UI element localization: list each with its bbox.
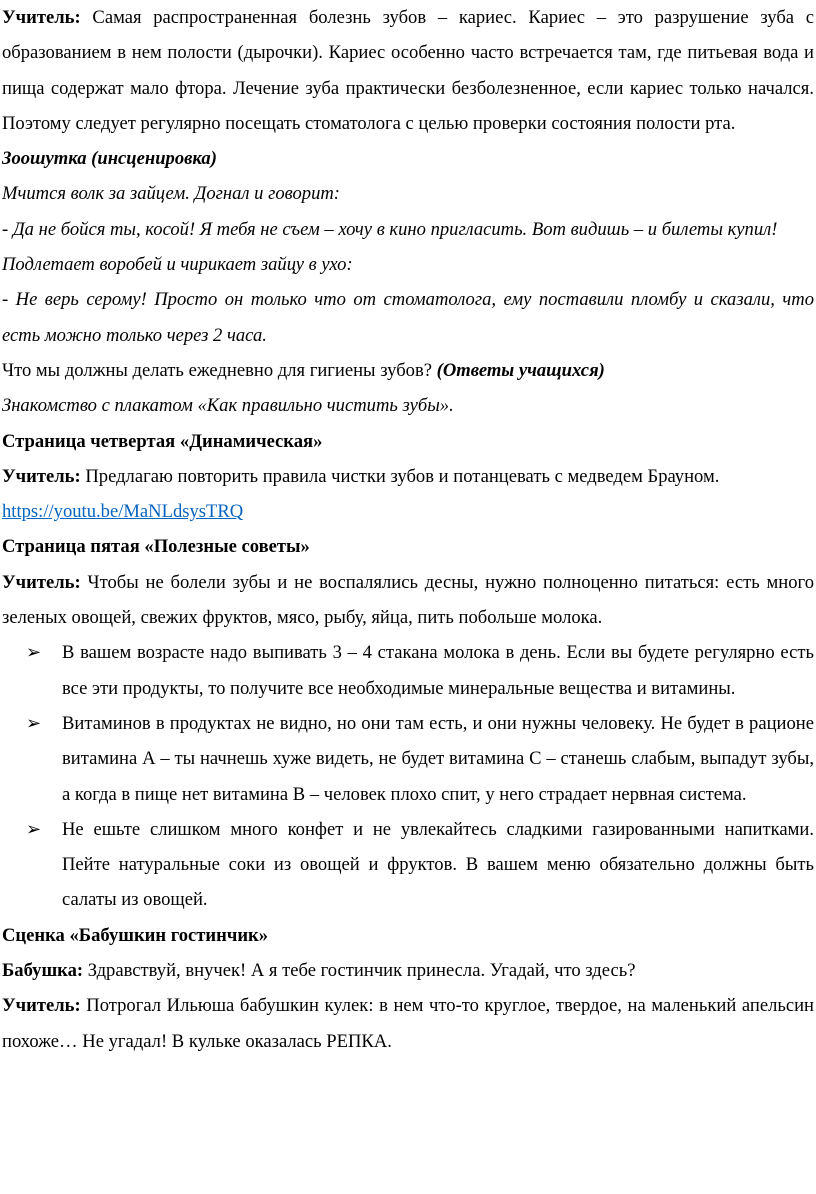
skit-line-3: Подлетает воробей и чирикает зайцу в ухо:: [2, 254, 353, 276]
speaker-label: Учитель:: [2, 571, 81, 593]
speaker-label: Учитель:: [2, 7, 81, 28]
skit-line-4: - Не верь серому! Просто он только что от стоматолога, ему поставили пломбу и сказали, что есть можно только через 2 часа.: [2, 289, 814, 346]
page5-paragraph: [2, 565, 814, 636]
paragraph-text: Чтобы не болели зубы и не воспалялись десны, нужно полноценно питаться: есть много зеленых овощей, свежих фруктов, мясо, рыбу, яйца, пить побольше молока.: [2, 571, 814, 629]
question-text: Что мы должны делать ежедневно для гигиены зубов?: [2, 359, 437, 381]
paragraph-text: Потрогал Ильюша бабушкин кулек: в нем что-то круглое, твердое, на маленький апельсин похоже… Не угадал! В кульке оказалась РЕПКА.: [2, 995, 814, 1052]
speaker-label: Учитель:: [2, 465, 81, 487]
list-item: ➢ Витаминов в продуктах не видно, но они там есть, и они нужны человеку. Не будет в рационе витамина А – ты начнешь хуже видеть, не будет витамина С – станешь слабым, выпадут зубы, а когда в пище нет витамина В – человек плохо спит, у него страдает нервная система.: [2, 706, 814, 812]
video-link-line: [2, 494, 814, 529]
scene-title: Сценка «Бабушкин гостинчик»: [2, 924, 269, 946]
page5-title: Страница пятая «Полезные советы»: [2, 536, 310, 558]
skit-line-2: - Да не бойся ты, косой! Я тебя не съем – хочу в кино пригласить. Вот видишь – и билеты купил!: [2, 218, 778, 240]
arrow-bullet-icon: ➢: [26, 712, 42, 734]
hygiene-question: [2, 353, 814, 388]
paragraph-text: Здравствуй, внучек! А я тебе гостинчик принесла. Угадай, что здесь?: [83, 960, 636, 982]
teacher-line: [2, 988, 814, 1059]
skit-line-1: Мчится волк за зайцем. Догнал и говорит:: [2, 183, 340, 205]
advice-list: [2, 635, 814, 917]
page4-title: Страница четвертая «Динамическая»: [2, 430, 323, 452]
speaker-label: Учитель:: [2, 995, 81, 1017]
speaker-label: Бабушка:: [2, 960, 84, 982]
arrow-bullet-icon: ➢: [26, 818, 42, 840]
list-item: ➢ В вашем возрасте надо выпивать 3 – 4 стакана молока в день. Если вы будете регулярно есть все эти продукты, то получите все необходимые минеральные вещества и витамины.: [2, 635, 814, 706]
arrow-bullet-icon: ➢: [26, 642, 42, 664]
page4-paragraph: [2, 459, 814, 494]
list-item: ➢ Не ешьте слишком много конфет и не увлекайтесь сладкими газированными напитками. Пейте натуральные соки из овощей и фруктов. В вашем меню обязательно должны быть салаты из овощей.: [2, 812, 814, 918]
teacher-intro-paragraph: [2, 0, 814, 141]
paragraph-text: Самая распространенная болезнь зубов – кариес. Кариес – это разрушение зуба с образованием в нем полости (дырочки). Кариес особенно часто встречается там, где питьевая вода и пища содержат мало фтора. Лечение зуба практически безболезненное, если кариес только начался. Поэтому следует регулярно посещать стоматолога с целью проверки состояния полости рта.: [2, 7, 814, 134]
video-link[interactable]: https://youtu.be/MaNLdsysTRQ: [2, 501, 244, 523]
poster-line: Знакомство с плакатом «Как правильно чистить зубы».: [2, 395, 454, 417]
grandma-line: [2, 953, 814, 988]
paragraph-text: Предлагаю повторить правила чистки зубов и потанцевать с медведем Брауном.: [80, 465, 720, 487]
question-answer: (Ответы учащихся): [436, 359, 605, 381]
skit-title: Зоошутка (инсценировка): [2, 148, 217, 170]
